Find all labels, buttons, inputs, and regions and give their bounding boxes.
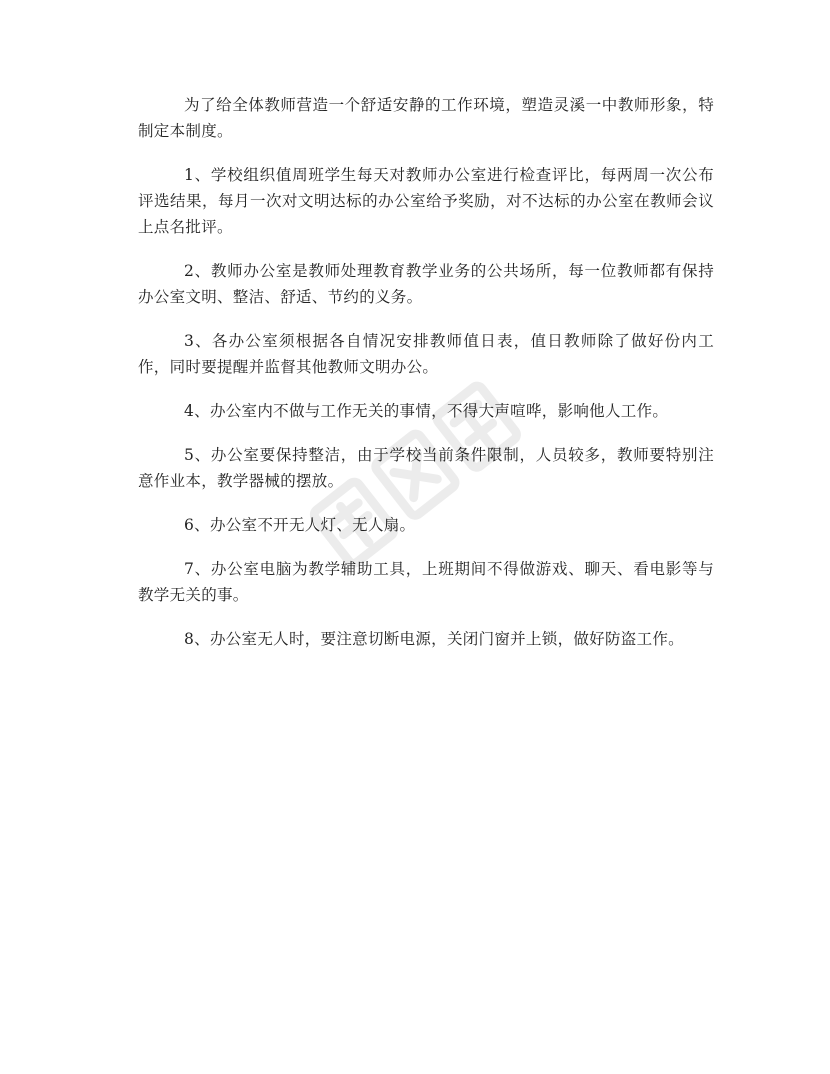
rule-4-paragraph: 4、办公室内不做与工作无关的事情，不得大声喧哗，影响他人工作。 — [184, 402, 669, 420]
rule-5-paragraph: 5、办公室要保持整洁，由于学校当前条件限制，人员较多，教师要特别注意作业本，教学器械的摆放。 — [138, 446, 714, 490]
rule-2-paragraph: 2、教师办公室是教师处理教育教学业务的公共场所，每一位教师都有保持办公室文明、整洁、舒适、节约的义务。 — [138, 262, 714, 306]
document-body — [138, 92, 714, 670]
rule-8-paragraph: 8、办公室无人时，要注意切断电源，关闭门窗并上锁，做好防盗工作。 — [184, 630, 684, 648]
rule-3-paragraph: 3、各办公室须根据各自情况安排教师值日表，值日教师除了做好份内工作，同时要提醒并监督其他教师文明办公。 — [138, 332, 714, 376]
rule-7-paragraph: 7、办公室电脑为教学辅助工具，上班期间不得做游戏、聊天、看电影等与教学无关的事。 — [138, 560, 714, 604]
rule-6-paragraph: 6、办公室不开无人灯、无人扇。 — [184, 516, 416, 534]
rule-1-paragraph: 1、学校组织值周班学生每天对教师办公室进行检查评比，每两周一次公布评选结果，每月一次对文明达标的办公室给予奖励，对不达标的办公室在教师会议上点名批评。 — [138, 166, 714, 236]
intro-paragraph: 为了给全体教师营造一个舒适安静的工作环境，塑造灵溪一中教师形象，特制定本制度。 — [138, 96, 714, 140]
